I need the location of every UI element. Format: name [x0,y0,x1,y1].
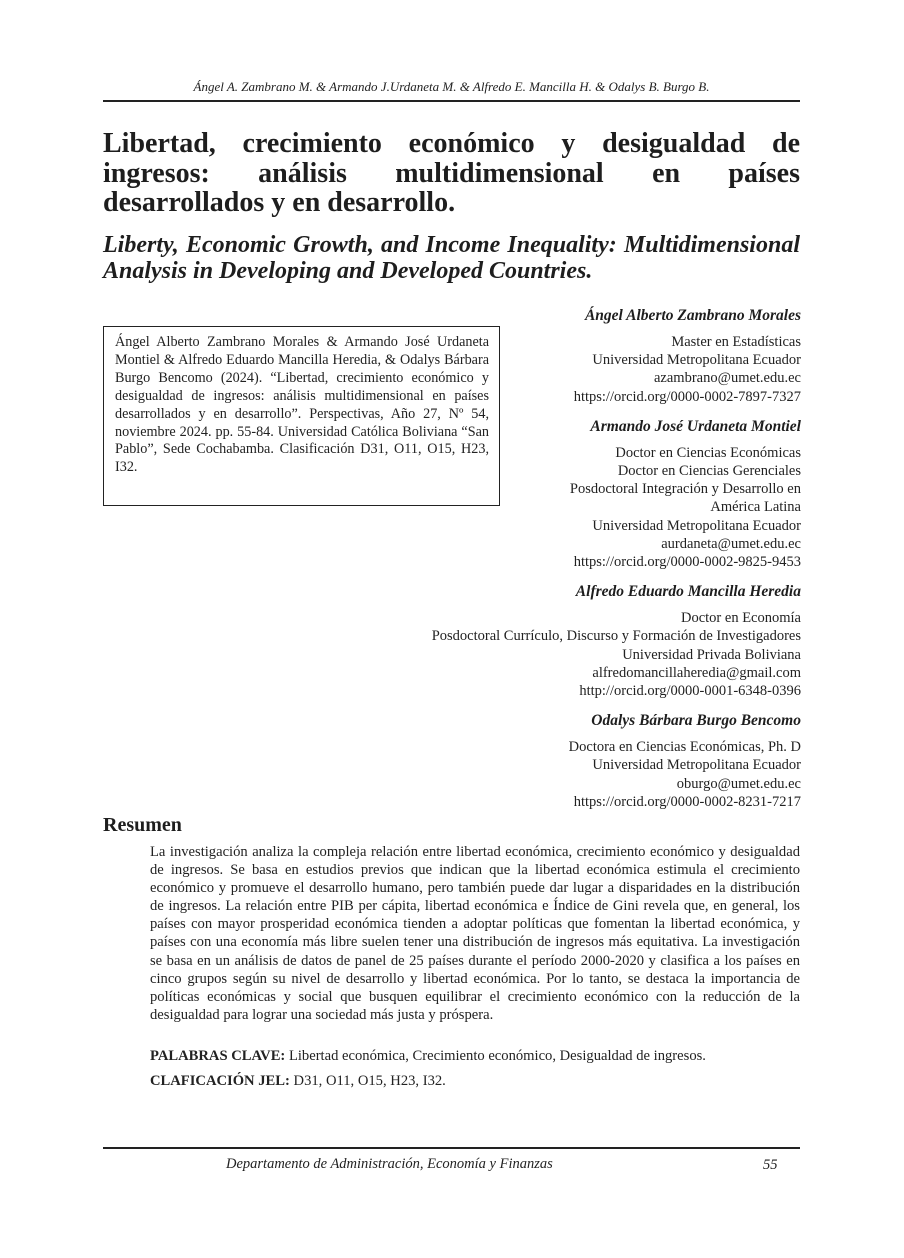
author-name: Armando José Urdaneta Montiel [590,417,801,435]
author-affiliation: Universidad Metropolitana Ecuador [592,517,801,534]
author-block [361,306,801,406]
author-orcid-link[interactable]: http://orcid.org/0000-0001-6348-0396 [579,683,801,700]
author-block [361,417,801,571]
author-list [361,306,801,822]
author-degree: Posdoctoral Currículo, Discurso y Formación de Investigadores [431,628,801,645]
header-rule [103,100,800,102]
title-spanish: Libertad, crecimiento económico y desigualdad de ingresos: análisis multidimensional en países desarrollados y en desarrollo. [103,128,800,218]
abstract-body: La investigación analiza la compleja relación entre libertad económica, crecimiento económico y desigualdad de ingresos. Se basa en estudios previos que indican que la libertad económica estimula el crecimiento económico y promueve el desarrollo humano, pero también puede dar lugar a disparidades en la distribución de ingresos. La relación entre PIB per cápita, libertad económica e Índice de Gini revela que, en general, los países con mayor prosperidad económica tienden a adoptar políticas que fomentan la libertad económica, y países con una economía más libre suelen tener una distribución de ingresos más equitativa. La investigación se basa en un análisis de datos de panel de 25 países durante el período 2000-2020 y clasifica a los países en cinco grupos según su nivel de desarrollo y libertad económica. Por lo tanto, se destaca la importancia de políticas económicas y social que busquen equilibrar el crecimiento económico con la reducción de la desigualdad para lograr una sociedad más justa y próspera. [150,844,800,1023]
jel-line [150,1072,800,1090]
author-affiliation: Universidad Metropolitana Ecuador [592,757,801,774]
author-email[interactable]: aurdaneta@umet.edu.ec [661,535,801,552]
keywords-line [150,1047,800,1065]
citation-text: Ángel Alberto Zambrano Morales & Armando José Urdaneta Montiel & Alfredo Eduardo Mancilla Heredia, & Odalys Bárbara Burgo Bencomo (2024). “Libertad, crecimiento económico y desigualdad de ingresos: análisis multidimensional en países desarrollados y en desarrollo”. Perspectivas, Año 27, Nº 54, noviembre 2024. pp. 55-84. Universidad Católica Boliviana “San Pablo”, Sede Cochabamba. Clasificación D31, O11, O15, H23, I32. [115,334,489,476]
author-degree: Master en Estadísticas [671,334,801,350]
author-block [361,711,801,811]
author-affiliation: Universidad Privada Boliviana [622,646,801,663]
page-number: 55 [763,1157,778,1173]
author-degree: Doctor en Ciencias Gerenciales [617,463,801,480]
author-email[interactable]: oburgo@umet.edu.ec [676,775,801,792]
jel-value: D31, O11, O15, H23, I32. [293,1073,446,1089]
author-email[interactable]: azambrano@umet.edu.ec [653,370,801,387]
author-affiliation: Universidad Metropolitana Ecuador [592,352,801,369]
running-head: Ángel A. Zambrano M. & Armando J.Urdaneta M. & Alfredo E. Mancilla H. & Odalys B. Burgo B. [193,79,710,94]
keywords-value: Libertad económica, Crecimiento económico, Desigualdad de ingresos. [288,1048,706,1064]
author-degree: América Latina [710,499,801,516]
footer-department: Departamento de Administración, Economía y Finanzas [226,1156,553,1172]
author-degree: Doctor en Economía [681,610,801,627]
jel-label: CLAFICACIÓN JEL: [150,1073,290,1089]
author-name: Ángel Alberto Zambrano Morales [584,307,801,324]
author-block [361,582,801,700]
title-english: Liberty, Economic Growth, and Income Inequality: Multidimensional Analysis in Developing and Developed Countries. [103,232,800,284]
abstract-heading: Resumen [103,814,182,836]
author-orcid-link[interactable]: https://orcid.org/0000-0002-9825-9453 [573,554,801,571]
author-email[interactable]: alfredomancillaheredia@gmail.com [592,664,801,681]
author-degree: Posdoctoral Integración y Desarrollo en [569,481,801,498]
author-orcid-link[interactable]: https://orcid.org/0000-0002-8231-7217 [573,793,801,810]
author-degree: Doctor en Ciencias Económicas [615,444,801,461]
author-name: Alfredo Eduardo Mancilla Heredia [575,583,801,601]
footer-rule [103,1147,800,1149]
keywords-label: PALABRAS CLAVE: [150,1048,286,1064]
author-orcid-link[interactable]: https://orcid.org/0000-0002-7897-7327 [573,388,801,405]
author-name: Odalys Bárbara Burgo Bencomo [591,712,801,730]
author-degree: Doctora en Ciencias Económicas, Ph. D [568,739,801,756]
